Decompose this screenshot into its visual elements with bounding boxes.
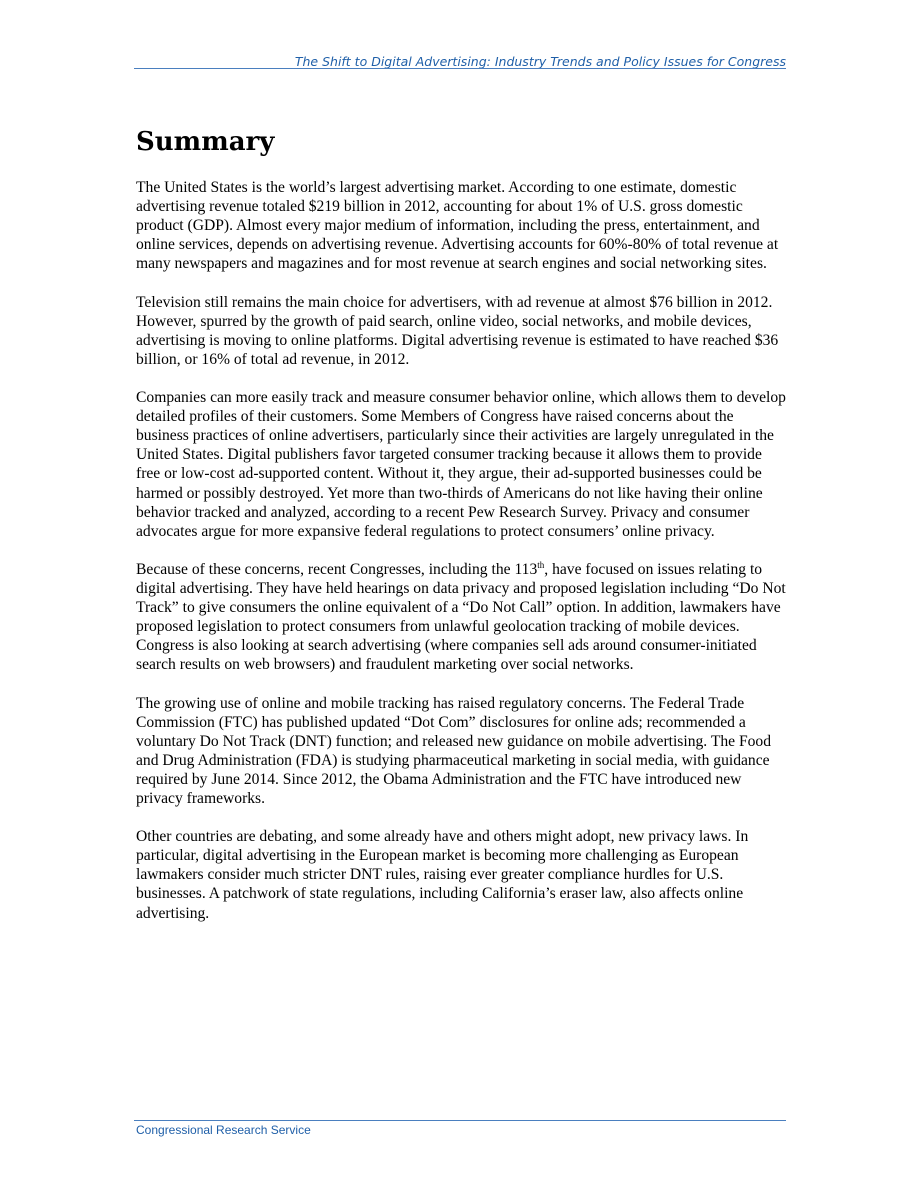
paragraph-2: Television still remains the main choice for advertisers, with ad revenue at almost $76 billion in 2012. However, spurred by the growth of paid search, online video, social networks, and mobile devices, advertising is moving to online platforms. Digital advertising revenue is estimated to have reached $36 billion, or 16% of total ad revenue, in 2012. — [136, 293, 779, 368]
summary-body — [136, 178, 788, 942]
ordinal-superscript: th — [537, 559, 545, 570]
running-header: The Shift to Digital Advertising: Industry Trends and Policy Issues for Congress — [294, 54, 786, 69]
header-divider — [134, 68, 786, 69]
paragraph-1: The United States is the world’s largest advertising market. According to one estimate, domestic advertising revenue totaled $219 billion in 2012, accounting for about 1% of U.S. gross domestic product (GDP). Almost every major medium of information, including the press, entertainment, and online services, depends on advertising revenue. Advertising accounts for 60%-80% of total revenue at many newspapers and magazines and for most revenue at search engines and social networking sites. — [136, 179, 779, 273]
paragraph-4-start: Because of these concerns, recent Congresses, including the 113 — [136, 560, 538, 578]
paragraph-6: Other countries are debating, and some already have and others might adopt, new privacy laws. In particular, digital advertising in the European market is becoming more challenging as European lawmakers consider much stricter DNT rules, raising ever greater compliance hurdles for U.S. businesses. A patchwork of state regulations, including California’s eraser law, also affects online advertising. — [136, 828, 749, 922]
paragraph-4 — [136, 560, 788, 675]
footer-organization: Congressional Research Service — [136, 1123, 311, 1137]
paragraph-4-rest: , have focused on issues relating to digital advertising. They have held hearings on data privacy and proposed legislation including “Do Not Track” to give consumers the online equivalent of a “Do Not Call” option. In addition, lawmakers have proposed legislation to protect consumers from unlawful geolocation tracking of mobile devices. Congress is also looking at search advertising (where companies sell ads around consumer-initiated search results on web browsers) and fraudulent marketing over social networks. — [136, 560, 786, 674]
section-title: Summary — [136, 127, 275, 157]
footer-divider — [134, 1120, 786, 1121]
paragraph-5: The growing use of online and mobile tracking has raised regulatory concerns. The Federal Trade Commission (FTC) has published updated “Dot Com” disclosures for online ads; recommended a voluntary Do Not Track (DNT) function; and released new guidance on mobile advertising. The Food and Drug Administration (FDA) is studying pharmaceutical marketing in social media, with guidance required by June 2014. Since 2012, the Obama Administration and the FTC have introduced new privacy frameworks. — [136, 694, 772, 807]
paragraph-3: Companies can more easily track and measure consumer behavior online, which allows them to develop detailed profiles of their customers. Some Members of Congress have raised concerns about the business practices of online advertisers, particularly since their activities are largely unregulated in the United States. Digital publishers favor targeted consumer tracking because it allows them to provide free or low-cost ad-supported content. Without it, they argue, their ad-supported businesses could be harmed or possibly destroyed. Yet more than two-thirds of Americans do not like having their online behavior tracked and analyzed, according to a recent Pew Research Survey. Privacy and consumer advocates argue for more expansive federal regulations to protect consumers’ online privacy. — [136, 389, 786, 540]
